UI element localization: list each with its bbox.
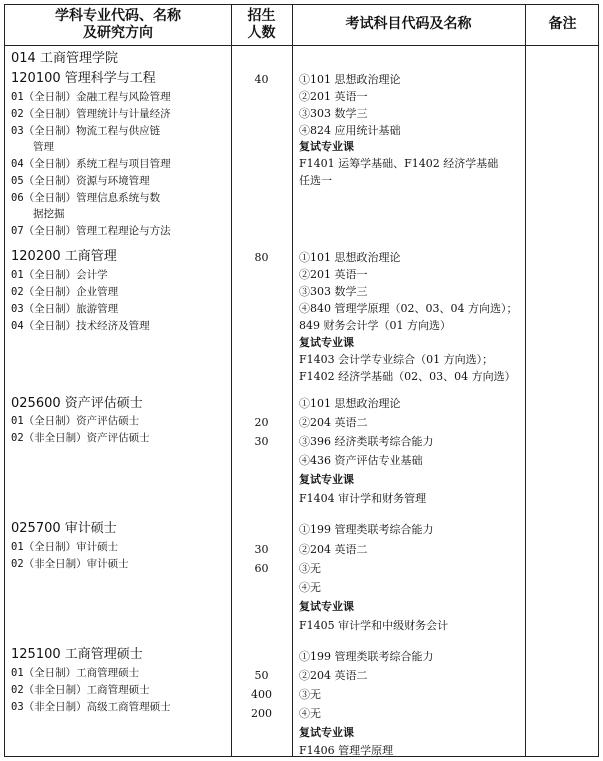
- header-remarks: 备注: [548, 16, 577, 32]
- retest-subject: F1405 审计学和中级财务会计: [299, 619, 449, 632]
- retest-subject: 任选一: [299, 174, 332, 187]
- direction: 05（全日制）资源与环境管理: [11, 175, 150, 187]
- direction: 02（非全日制）工商管理硕士: [11, 684, 150, 696]
- direction: 管理: [33, 141, 54, 153]
- quota: 60: [254, 562, 269, 575]
- major-title: 025600 资产评估硕士: [11, 396, 143, 411]
- retest-label: 复试专业课: [299, 473, 354, 486]
- exam-subject: ②204 英语二: [299, 669, 368, 682]
- retest-label: 复试专业课: [299, 140, 354, 153]
- retest-subject: F1406 管理学原理: [299, 744, 394, 757]
- direction: 02（非全日制）资产评估硕士: [11, 432, 150, 444]
- header-divider: [5, 45, 598, 46]
- admissions-table: [4, 4, 599, 757]
- exam-subject: ①101 思想政治理论: [299, 73, 401, 86]
- direction: 01（全日制）会计学: [11, 269, 108, 281]
- direction: 06（全日制）管理信息系统与数: [11, 192, 161, 204]
- column-divider: [231, 5, 232, 756]
- direction: 01（全日制）资产评估硕士: [11, 415, 140, 427]
- direction: 02（非全日制）审计硕士: [11, 558, 129, 570]
- direction: 02（全日制）企业管理: [11, 286, 119, 298]
- quota: 50: [254, 669, 269, 682]
- exam-subject: ①199 管理类联考综合能力: [299, 650, 434, 663]
- header-exams: 考试科目代码及名称: [345, 16, 472, 32]
- header-major: 学科专业代码、名称 及研究方向: [55, 8, 181, 41]
- direction: 据挖掘: [33, 208, 65, 220]
- exam-subject: ④840 管理学原理（02、03、04 方向选）；: [299, 302, 518, 315]
- exam-subject: ②201 英语一: [299, 90, 368, 103]
- exam-subject: ①101 思想政治理论: [299, 251, 401, 264]
- direction: 04（全日制）系统工程与项目管理: [11, 158, 171, 170]
- exam-subject: ②201 英语一: [299, 268, 368, 281]
- major-title: 120100 管理科学与工程: [11, 71, 156, 86]
- direction: 01（全日制）审计硕士: [11, 541, 119, 553]
- exam-subject: ③303 数学三: [299, 285, 368, 298]
- exam-subject: ④436 资产评估专业基础: [299, 454, 423, 467]
- direction: 03（非全日制）高级工商管理硕士: [11, 701, 171, 713]
- direction: 07（全日制）管理工程理论与方法: [11, 225, 171, 237]
- retest-subject: F1404 审计学和财务管理: [299, 492, 427, 505]
- quota: 30: [254, 435, 269, 448]
- exam-subject: ③303 数学三: [299, 107, 368, 120]
- direction: 01（全日制）金融工程与风险管理: [11, 91, 171, 103]
- major-title: 125100 工商管理硕士: [11, 647, 143, 662]
- column-divider: [292, 5, 293, 756]
- retest-label: 复试专业课: [299, 336, 354, 349]
- major-title: 120200 工商管理: [11, 249, 117, 264]
- retest-subject: F1401 运筹学基础、F1402 经济学基础: [299, 157, 499, 170]
- exam-subject: ②204 英语二: [299, 543, 368, 556]
- exam-subject: ②204 英语二: [299, 416, 368, 429]
- retest-subject: F1402 经济学基础（02、03、04 方向选）: [299, 370, 516, 383]
- exam-subject: ④无: [299, 707, 321, 720]
- quota: 30: [254, 543, 269, 556]
- direction: 03（全日制）物流工程与供应链: [11, 125, 161, 137]
- header-quota: 招生 人数: [247, 8, 276, 41]
- exam-subject: ①199 管理类联考综合能力: [299, 523, 434, 536]
- exam-subject: 849 财务会计学（01 方向选）: [299, 319, 451, 332]
- retest-label: 复试专业课: [299, 726, 354, 739]
- direction: 04（全日制）技术经济及管理: [11, 320, 150, 332]
- column-divider: [525, 5, 526, 756]
- major-title: 025700 审计硕士: [11, 521, 117, 536]
- quota: 400: [251, 688, 272, 701]
- direction: 02（全日制）管理统计与计量经济: [11, 108, 171, 120]
- direction: 01（全日制）工商管理硕士: [11, 667, 140, 679]
- quota: 20: [254, 416, 269, 429]
- college-name: 014 工商管理学院: [11, 51, 118, 66]
- exam-subject: ①101 思想政治理论: [299, 397, 401, 410]
- exam-subject: ④824 应用统计基础: [299, 124, 401, 137]
- retest-label: 复试专业课: [299, 600, 354, 613]
- exam-subject: ③396 经济类联考综合能力: [299, 435, 434, 448]
- exam-subject: ③无: [299, 562, 321, 575]
- exam-subject: ③无: [299, 688, 321, 701]
- exam-subject: ④无: [299, 581, 321, 594]
- direction: 03（全日制）旅游管理: [11, 303, 119, 315]
- retest-subject: F1403 会计学专业综合（01 方向选）；: [299, 353, 494, 366]
- quota: 40: [254, 73, 269, 86]
- quota: 80: [254, 251, 269, 264]
- quota: 200: [251, 707, 272, 720]
